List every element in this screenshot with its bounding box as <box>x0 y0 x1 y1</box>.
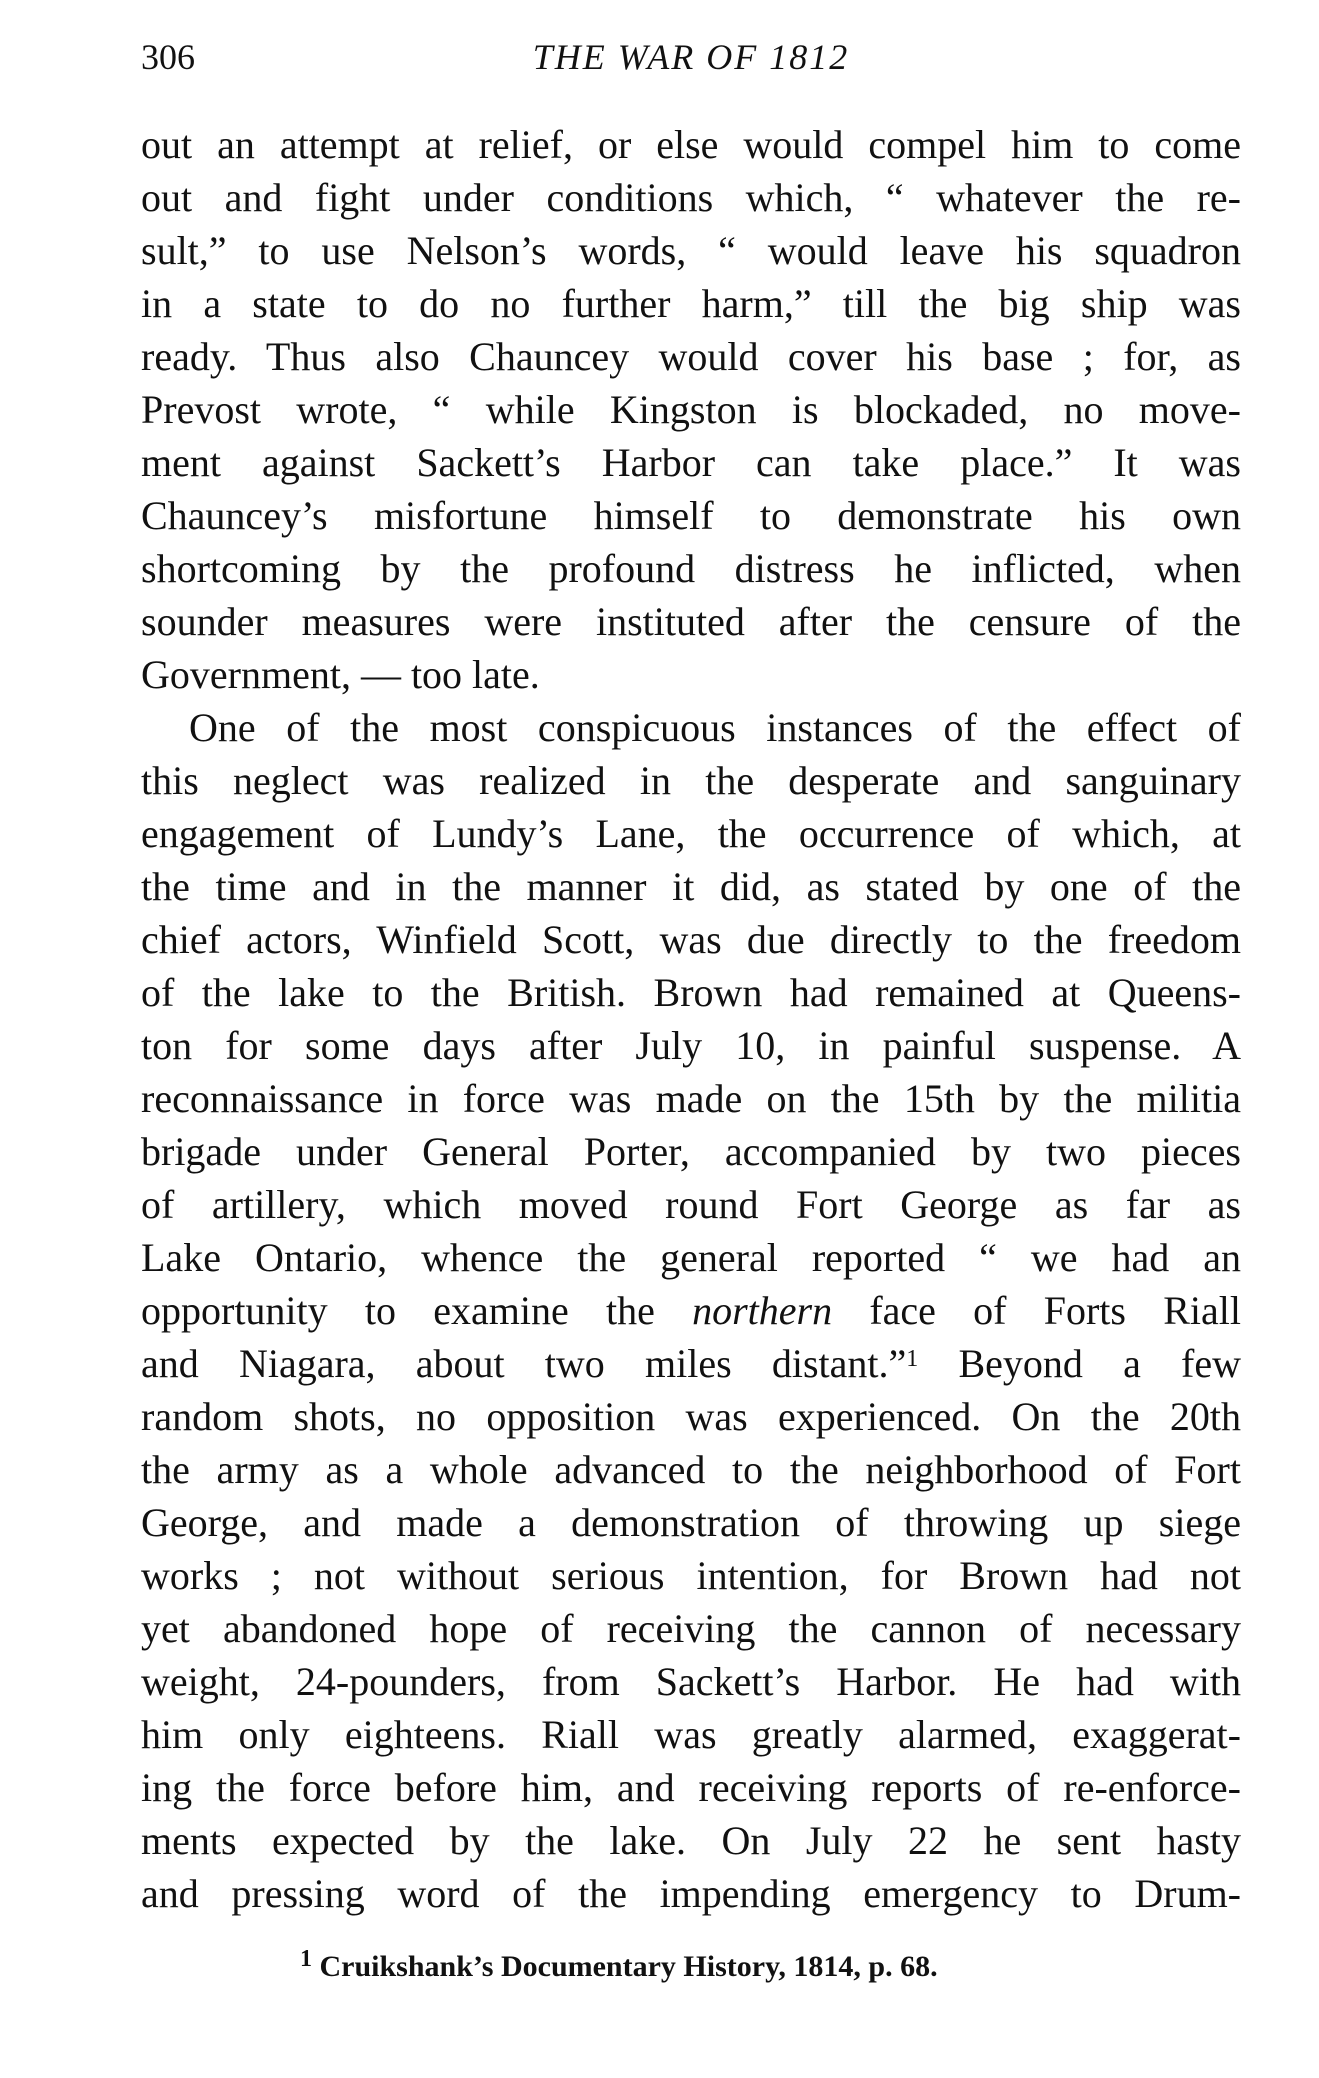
text-span: opportunity to examine the <box>141 1288 693 1333</box>
text-line: engagement of Lundy’s Lane, the occurrence of which, at <box>141 811 1241 856</box>
footnote-reference: 1 <box>906 1346 919 1372</box>
text-line: out and fight under conditions which, “ whatever the re- <box>141 175 1241 220</box>
text-line: Prevost wrote, “ while Kingston is blockaded, no move- <box>141 387 1241 432</box>
text-line: out an attempt at relief, or else would compel him to come <box>141 122 1241 167</box>
text-line: sult,” to use Nelson’s words, “ would leave his squadron <box>141 228 1241 273</box>
text-line: random shots, no opposition was experienced. On the 20th <box>141 1394 1241 1439</box>
text-line: of artillery, which moved round Fort George as far as <box>141 1182 1241 1227</box>
running-header <box>141 28 1241 88</box>
text-line <box>141 1284 1241 1337</box>
italic-word: northern <box>692 1288 833 1333</box>
body-text <box>141 118 1241 1920</box>
text-line: of the lake to the British. Brown had remained at Queens- <box>141 970 1241 1015</box>
text-line: and pressing word of the impending emergency to Drum- <box>141 1871 1241 1916</box>
text-line: this neglect was realized in the desperate and sanguinary <box>141 758 1241 803</box>
text-span: face of Forts Riall <box>832 1288 1241 1333</box>
text-line: ments expected by the lake. On July 22 he sent hasty <box>141 1818 1241 1863</box>
text-line: brigade under General Porter, accompanied by two pieces <box>141 1129 1241 1174</box>
text-line: him only eighteens. Riall was greatly alarmed, exaggerat- <box>141 1712 1241 1757</box>
text-line: George, and made a demonstration of throwing up siege <box>141 1500 1241 1545</box>
text-line: Lake Ontario, whence the general reported “ we had an <box>141 1235 1241 1280</box>
text-line <box>141 1337 1241 1390</box>
text-line: Chauncey’s misfortune himself to demonstrate his own <box>141 493 1241 538</box>
footnote-marker: 1 <box>300 1946 312 1972</box>
text-line: sounder measures were instituted after the censure of the <box>141 599 1241 644</box>
text-line: ing the force before him, and receiving reports of re-enforce- <box>141 1765 1241 1810</box>
text-line: yet abandoned hope of receiving the cannon of necessary <box>141 1606 1241 1651</box>
text-line: works ; not without serious intention, for Brown had not <box>141 1553 1241 1598</box>
text-span: Beyond a few <box>918 1341 1241 1386</box>
text-line: ton for some days after July 10, in painful suspense. A <box>141 1023 1241 1068</box>
footnote <box>300 1946 1200 1984</box>
text-line: One of the most conspicuous instances of the effect of <box>189 705 1241 750</box>
text-line: weight, 24-pounders, from Sackett’s Harbor. He had with <box>141 1659 1241 1704</box>
text-line: ment against Sackett’s Harbor can take place.” It was <box>141 440 1241 485</box>
text-line: shortcoming by the profound distress he inflicted, when <box>141 546 1241 591</box>
running-title: THE WAR OF 1812 <box>532 37 850 77</box>
text-line: ready. Thus also Chauncey would cover his base ; for, as <box>141 334 1241 379</box>
text-line: the time and in the manner it did, as stated by one of the <box>141 864 1241 909</box>
text-line: Government, — too late. <box>141 652 540 697</box>
page-number: 306 <box>141 37 195 77</box>
text-line: chief actors, Winfield Scott, was due directly to the freedom <box>141 917 1241 962</box>
footnote-text: Cruikshank’s Documentary History, 1814, p. 68. <box>319 1950 938 1983</box>
text-line: in a state to do no further harm,” till the big ship was <box>141 281 1241 326</box>
text-line: the army as a whole advanced to the neighborhood of Fort <box>141 1447 1241 1492</box>
text-span: and Niagara, about two miles distant.” <box>141 1341 907 1386</box>
text-line: reconnaissance in force was made on the 15th by the militia <box>141 1076 1241 1121</box>
